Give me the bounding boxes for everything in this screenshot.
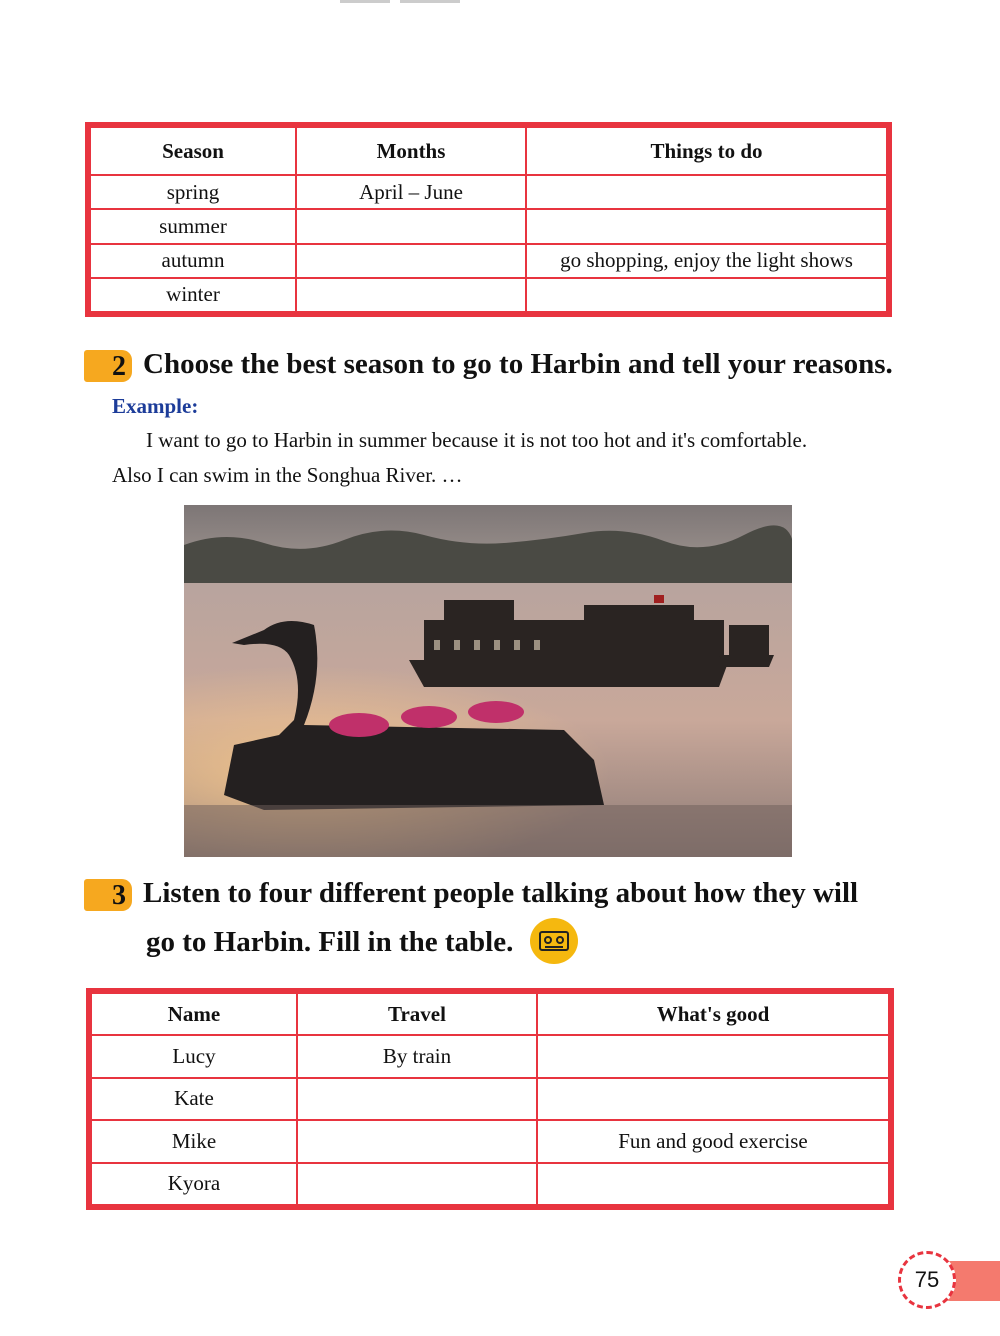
cassette-icon[interactable] xyxy=(530,918,578,964)
table-row xyxy=(90,175,887,209)
table-row xyxy=(90,209,887,243)
cell-name: Kyora xyxy=(91,1163,297,1205)
task-3-title-line-2: go to Harbin. Fill in the table. xyxy=(146,926,514,958)
table-header-row xyxy=(90,127,887,175)
table-row xyxy=(90,244,887,278)
cell-whats-good[interactable] xyxy=(537,1035,889,1077)
header-season: Season xyxy=(90,127,296,175)
table-row xyxy=(91,1163,889,1205)
cell-things[interactable] xyxy=(526,209,887,243)
header-things-to-do: Things to do xyxy=(526,127,887,175)
cell-name: Mike xyxy=(91,1120,297,1162)
task-3-badge: 3 xyxy=(84,879,132,911)
header-months: Months xyxy=(296,127,526,175)
cell-travel[interactable] xyxy=(297,1078,537,1120)
table-row xyxy=(91,1120,889,1162)
top-edge-mark xyxy=(340,0,390,3)
cassette-icon-graphic xyxy=(530,918,578,964)
songhua-river-boats-photo xyxy=(184,505,792,857)
example-line-2: Also I can swim in the Songhua River. … xyxy=(112,463,463,487)
cell-months[interactable] xyxy=(296,209,526,243)
cell-name: Kate xyxy=(91,1078,297,1120)
travel-table xyxy=(86,988,894,1210)
table-row xyxy=(91,1078,889,1120)
cell-whats-good[interactable]: Fun and good exercise xyxy=(537,1120,889,1162)
table-row xyxy=(91,1035,889,1077)
header-name: Name xyxy=(91,993,297,1035)
cell-season: spring xyxy=(90,175,296,209)
cell-whats-good[interactable] xyxy=(537,1078,889,1120)
task-2-badge: 2 xyxy=(84,350,132,382)
table-header-row xyxy=(91,993,889,1035)
cell-things[interactable] xyxy=(526,278,887,312)
example-label: Example: xyxy=(112,394,199,418)
page-number: 75 xyxy=(898,1251,956,1309)
seasons-table xyxy=(85,122,892,317)
cell-things[interactable]: go shopping, enjoy the light shows xyxy=(526,244,887,278)
example-line-1: I want to go to Harbin in summer because it is not too hot and it's comfortable. xyxy=(146,428,808,452)
header-travel: Travel xyxy=(297,993,537,1035)
photo-illustration xyxy=(184,505,792,857)
table-row xyxy=(90,278,887,312)
task-2-title: Choose the best season to go to Harbin and tell your reasons. xyxy=(143,348,893,380)
cell-whats-good[interactable] xyxy=(537,1163,889,1205)
cell-months[interactable] xyxy=(296,244,526,278)
cell-travel[interactable] xyxy=(297,1120,537,1162)
cell-things[interactable] xyxy=(526,175,887,209)
cell-travel[interactable] xyxy=(297,1163,537,1205)
cell-name: Lucy xyxy=(91,1035,297,1077)
cell-season: summer xyxy=(90,209,296,243)
header-whats-good: What's good xyxy=(537,993,889,1035)
top-edge-mark xyxy=(400,0,460,3)
task-3-title-line-1: Listen to four different people talking about how they will xyxy=(143,877,859,909)
cell-travel[interactable]: By train xyxy=(297,1035,537,1077)
cell-months[interactable] xyxy=(296,278,526,312)
cell-season: autumn xyxy=(90,244,296,278)
cell-months[interactable]: April – June xyxy=(296,175,526,209)
cell-season: winter xyxy=(90,278,296,312)
